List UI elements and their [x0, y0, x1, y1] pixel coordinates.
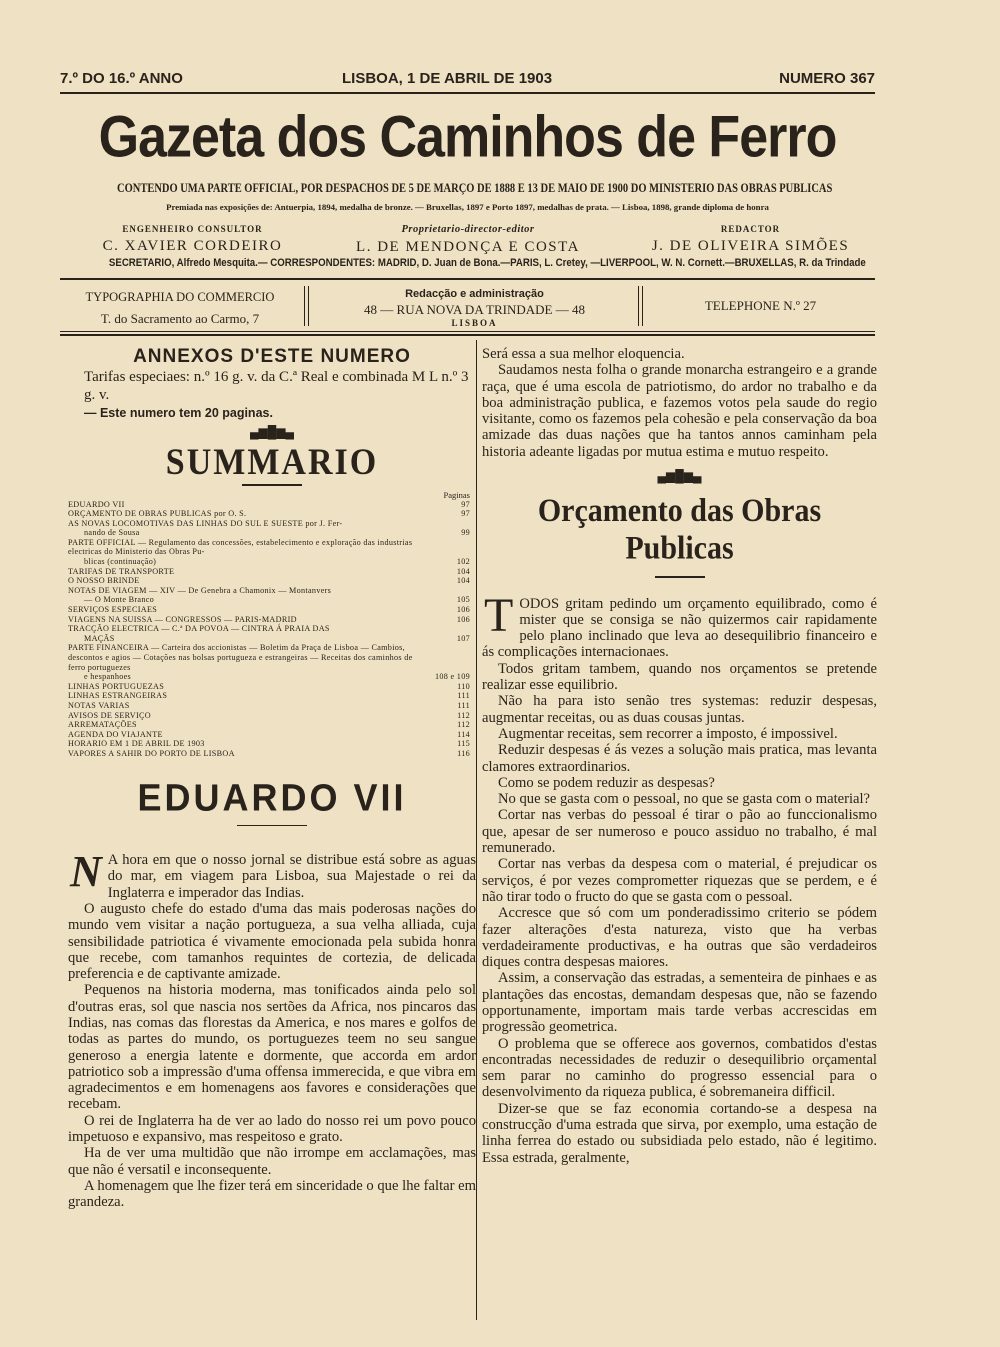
locomotive-ornament-icon: ▄▆█▆▄ [657, 469, 702, 484]
toc-page: 107 [456, 633, 470, 643]
info-divider-2 [308, 286, 309, 326]
toc-label: ARREMATAÇÕES [68, 720, 137, 730]
toc-page: 112 [457, 720, 470, 730]
editor-role: REDACTOR [720, 224, 781, 234]
toc-label-continuation: e hespanhoes [84, 672, 132, 682]
toc-page: 106 [456, 605, 470, 615]
toc-label: SERVIÇOS ESPECIAES [68, 605, 158, 615]
toc-page: 111 [457, 691, 470, 701]
toc-label-continuation: — O Monte Branco [84, 595, 155, 605]
toc-page: 110 [457, 681, 470, 691]
toc-label-continuation: MAÇÃS [84, 633, 115, 643]
toc-page: 104 [456, 576, 470, 586]
orcamento-paragraph: Reduzir despesas é ás vezes a solução mais pratica, mas levanta clamores extraordinarios. [482, 742, 877, 775]
orcamento-paragraph: Cortar nas verbas do pessoal é tirar o pão ao funccionalismo que, apesar de ser numeroso e pouco assiduo no trabalho, é mal remunerado. [482, 807, 877, 857]
toc-page: 112 [457, 710, 470, 720]
awards-line: Premiada nas exposições de: Antuerpia, 1894, medalha de bronze. — Bruxellas, 1897 e Porto 1897, medalhas de prata. — Lisboa, 1898, grande diploma de honra [166, 202, 769, 212]
toc-label: VAPORES A SAHIR DO PORTO DE LISBOA [68, 748, 235, 758]
toc-row [68, 519, 476, 538]
correspondents-line: SECRETARIO, Alfredo Mesquita.— CORRESPONDENTES: MADRID, D. Juan de Bona.—PARIS, L. Cretey, —LIVERPOOL, W. N. Cornett.—BRUXELLAS, R. da Trindade [108, 257, 866, 269]
toc-row [68, 605, 476, 615]
telephone: TELEPHONE N.º 27 [704, 298, 817, 313]
toc-label-continuation: nando de Sousa [84, 528, 140, 538]
orcamento-dropcap: T [484, 588, 514, 642]
toc-row [68, 567, 476, 577]
toc-label: AVISOS DE SERVIÇO [68, 710, 151, 720]
toc-page: 97 [461, 509, 470, 519]
continuation-paragraph: Será essa a sua melhor eloquencia. [482, 346, 685, 362]
eduardo-paragraph: Pequenos na historia moderna, mas tonificados ainda pelo sol d'outras eras, sol que nascia nos sertões da Africa, nos pincaros das Indias, nas comas das florestas da America, e nos mares e golfos de todas as partes do mundo, os portuguezes teem no seu sangue generoso a energia latente e dormente, que accorda em ardor patriotico sob a impressão d'uma offensa immerecida, e que vibra em agradecimentos e em homenagens aos favores e considerações que recebam. [68, 982, 476, 1113]
info-divider-3 [638, 286, 639, 326]
editor-block [628, 224, 873, 255]
eduardo-title: EDUARDO VII [137, 775, 407, 819]
orcamento-paragraph: ODOS gritam pedindo um orçamento equilibrado, como é mister que se consiga se não quizermos cair rapidamente pelo plano inclinado que leva ao desequilibrio financeiro e ás complicações internacionaes. [482, 595, 877, 661]
toc-row [68, 682, 476, 692]
toc-label: TARIFAS DE TRANSPORTE [68, 566, 175, 576]
continuation-paragraph: Saudamos nesta folha o grande monarcha estrangeiro e a grande raça, que é uma escola de patriotismo, do ardor no trabalho e da boa administração publica, e fazemos votos pela saude do regio visitante, como os fazemos pela cohesão e pela conservação da boa amizade das duas nações que ha tantos annos caminham pela historia adeante ligadas por mutua estima e mutuo respeito. [482, 362, 877, 460]
info-bottom-rule-1 [60, 331, 875, 332]
toc-label: LINHAS ESTRANGEIRAS [68, 691, 168, 701]
dateline: LISBOA, 1 DE ABRIL DE 1903 [342, 70, 553, 87]
eduardo-paragraph: O augusto chefe do estado d'uma das mais poderosas nações do mundo vem visitar a nação portugueza, a sua velha alliada, cuja sensibilidade patriotica é vivamente emocionada pela subida honra que recebe, com tamanhos requintes de cortezia, de delicada preferencia e de captivante amizade. [68, 900, 476, 983]
issue-number: NUMERO 367 [779, 70, 875, 87]
engineer-block [70, 224, 315, 255]
toc-row [68, 538, 476, 567]
summario-title: SUMMARIO [165, 442, 379, 483]
toc-label: PARTE FINANCEIRA — Carteira dos accionistas — Boletim da Praça de Lisboa — Cambios, descontos e agios — Cotações nas bolsas portugueza e estrangeiras — Receitas dos caminhos de ferro portuguezes [68, 643, 413, 672]
masthead-title: Gazeta dos Caminhos de Ferro [98, 105, 837, 171]
owner-block [322, 224, 614, 256]
toc-row [68, 749, 476, 759]
toc-row [68, 711, 476, 721]
toc-label: VIAGENS NA SUISSA — CONGRESSOS — PARIS-MADRID [68, 614, 297, 624]
toc-row [68, 500, 476, 510]
toc-page: 104 [456, 566, 470, 576]
staff-block [60, 224, 875, 260]
eduardo-continuation [482, 346, 877, 460]
official-subtitle: CONTENDO UMA PARTE OFFICIAL, POR DESPACHOS DE 5 DE MARÇO DE 1888 E 13 DE MAIO DE 1900 DO MINISTERIO DAS OBRAS PUBLICAS [117, 181, 833, 195]
toc-row [68, 615, 476, 625]
engineer-name: C. XAVIER CORDEIRO [102, 238, 283, 254]
toc-page: 97 [461, 499, 470, 509]
toc-label: PARTE OFFICIAL — Regulamento das concessões, estabelecimento e exploração das industrias electricas do Ministerio das Obras Pu- [68, 537, 413, 557]
toc-page: 99 [461, 528, 470, 538]
info-divider-1 [304, 286, 305, 326]
toc-page: 106 [456, 614, 470, 624]
typography-cell [60, 290, 300, 327]
annexos-title: ANNEXOS D'ESTE NUMERO [133, 346, 411, 367]
redaccao-cell [312, 288, 637, 328]
orcamento-paragraph: Não ha para isto senão tres systemas: reduzir despesas, augmentar receitas, ou as duas cousas juntas. [482, 693, 877, 726]
eduardo-article [68, 847, 476, 1211]
column-separator [476, 340, 477, 1320]
toc-label: NOTAS DE VIAGEM — XIV — De Genebra a Chamonix — Montanvers [68, 585, 332, 595]
editor-name: J. DE OLIVEIRA SIMÕES [651, 238, 850, 254]
orcamento-paragraph: Cortar nas verbas da despesa com o material, é prejudicar os serviços, é por vezes comprometter riquezas que se perdem, e é não tirar todo o fructo do que se gasta com o pessoal. [482, 856, 877, 905]
eduardo-paragraph: Ha de ver uma multidão que não irrompe em acclamações, mas que não é versatil e inconsequente. [68, 1145, 476, 1178]
toc-row [68, 576, 476, 586]
toc-page: 111 [457, 700, 470, 710]
info-divider-4 [642, 286, 643, 326]
annexos-text: Tarifas especiaes: n.º 16 g. v. da C.ª Real e combinada M L n.º 3 g. v. [84, 369, 469, 403]
pages-header: Paginas [443, 489, 470, 500]
left-column [68, 346, 476, 1211]
toc-row [68, 509, 476, 519]
annexos-note: — Este numero tem 20 paginas. [84, 406, 273, 420]
toc-row [68, 739, 476, 749]
owner-role: Proprietario-director-editor [401, 224, 535, 235]
eduardo-rule [237, 825, 307, 827]
top-info-line [60, 68, 875, 92]
toc-label: TRACÇÃO ELECTRICA — C.ª DA POVOA — CINTRA Á PRAIA DAS [68, 624, 330, 634]
redaccao-address: 48 — RUA NOVA DA TRINDADE — 48 [364, 302, 585, 317]
orcamento-paragraph: Dizer-se que se faz economia cortando-se a despesa na construcção d'uma estrada que sirva, por exemplo, uma estação de linha ferrea do estado ou subsidiada pelo estado, não é legitimo. Essa estrada, geralmente, [482, 1100, 877, 1166]
info-box [60, 284, 875, 330]
orcamento-article [482, 588, 877, 1166]
toc-page: 114 [457, 729, 470, 739]
toc-label: ORÇAMENTO DE OBRAS PUBLICAS por O. S. [68, 509, 247, 519]
toc-label: NOTAS VARIAS [68, 700, 130, 710]
toc-row [68, 624, 476, 643]
toc-page: 105 [456, 595, 470, 605]
orcamento-paragraph: O problema que se offerece aos governos, combatidos d'estas encontradas necessidades de reduzir o desequilibrio orçamental sem parar no caminho do progresso essencial para o desenvolvimento da riqueza publica, é sobremaneira difficil. [482, 1035, 877, 1101]
info-top-rule [60, 278, 875, 280]
orcamento-paragraph: Accresce que só com um ponderadissimo criterio se pódem fazer alterações d'esta natureza, visto que ha verbas verdadeiramente productivas, e ha outras que são verdadeiros diques contra despesas maiores. [482, 905, 877, 971]
orcamento-rule [655, 576, 705, 578]
toc-label: HORARIO EM 1 DE ABRIL DE 1903 [68, 739, 205, 749]
orcamento-paragraph: Como se podem reduzir as despesas? [498, 774, 715, 791]
toc-row [68, 701, 476, 711]
eduardo-dropcap: N [70, 847, 102, 897]
typography-address: T. do Sacramento ao Carmo, 7 [100, 311, 260, 326]
volume-label: 7.º DO 16.º ANNO [60, 70, 183, 87]
engineer-role: ENGENHEIRO CONSULTOR [122, 224, 263, 234]
eduardo-paragraph: A hora em que o nosso jornal se distribue está sobre as aguas do mar, em viagem para Lisboa, sua Majestade o rei da Inglaterra e imperador das Indias. [107, 852, 476, 901]
toc-page: 102 [456, 557, 470, 567]
eduardo-paragraph: O rei de Inglaterra ha de ver ao lado do nosso rei um povo pouco impetuoso e expansivo, mas respeitoso e grato. [68, 1112, 476, 1146]
locomotive-ornament-icon: ▄▆█▆▄ [250, 425, 294, 439]
toc-label: AS NOVAS LOCOMOTIVAS DAS LINHAS DO SUL E SUESTE por J. Fer- [68, 518, 343, 528]
right-column [482, 346, 877, 1166]
top-rule [60, 92, 875, 94]
orcamento-paragraph: No que se gasta com o pessoal, no que se gasta com o material? [498, 791, 871, 808]
toc-row [68, 691, 476, 701]
summario-rule [242, 484, 302, 486]
redaccao-label: Redacção e administração [405, 288, 544, 300]
toc-page: 115 [457, 739, 470, 749]
redaccao-city: LISBOA [451, 318, 498, 328]
toc-page: 116 [457, 748, 470, 758]
table-of-contents [68, 500, 476, 759]
toc-row [68, 720, 476, 730]
toc-page: 108 e 109 [435, 672, 470, 682]
orcamento-paragraph: Augmentar receitas, sem recorrer a imposto, é impossivel. [498, 725, 838, 742]
toc-label-continuation: blicas (continuação) [84, 557, 157, 567]
toc-label: AGENDA DO VIAJANTE [68, 729, 163, 739]
orcamento-paragraph: Assim, a conservação das estradas, a sementeira de pinhaes e as plantações das encostas, demandam despesas que, não se fazendo opportunamente, importam mais tarde verbas accrescidas em progressão geometrica. [482, 970, 877, 1036]
toc-label: O NOSSO BRINDE [68, 576, 140, 586]
info-bottom-rule-2 [60, 334, 875, 336]
toc-row [68, 586, 476, 605]
orcamento-paragraph: Todos gritam tambem, quando nos orçamentos se pretende realizar esse equilibrio. [482, 660, 877, 694]
toc-row [68, 643, 476, 681]
orcamento-title: Orçamento das Obras Publicas [537, 492, 822, 567]
toc-label: EDUARDO VII [68, 499, 125, 509]
owner-name: L. DE MENDONÇA E COSTA [356, 239, 580, 255]
eduardo-paragraph: A homenagem que lhe fizer terá em sinceridade o que lhe faltar em grandeza. [68, 1177, 476, 1211]
toc-label: LINHAS PORTUGUEZAS [68, 681, 165, 691]
typography-name: TYPOGRAPHIA DO COMMERCIO [85, 290, 275, 304]
toc-row [68, 730, 476, 740]
